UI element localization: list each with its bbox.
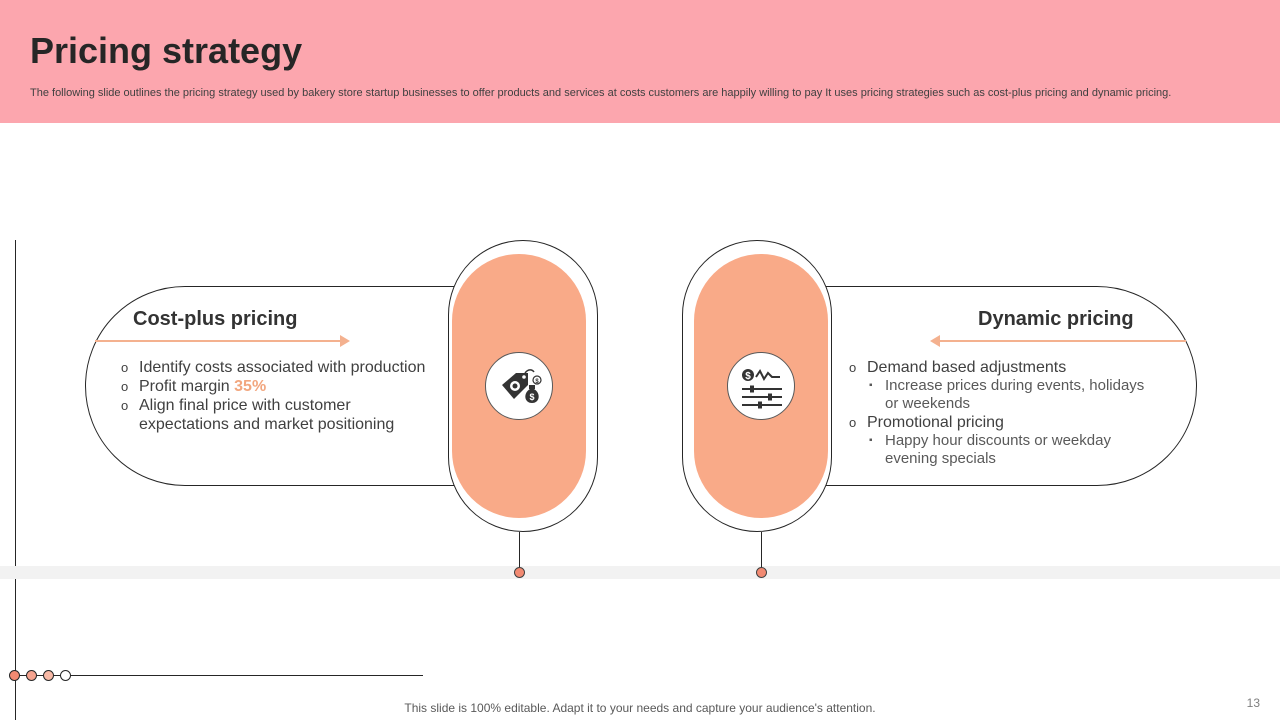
list-item xyxy=(121,358,441,377)
sub-list-item: ▪ Happy hour discounts or weekday evening specials xyxy=(867,432,1149,468)
decor-dot xyxy=(9,670,20,681)
sub-list xyxy=(867,432,1149,468)
price-tag-money-bag-icon xyxy=(496,363,544,411)
decor-line xyxy=(14,675,423,676)
header-bar xyxy=(0,0,1280,123)
list-item xyxy=(849,358,1149,413)
dynamic-stem xyxy=(761,532,762,570)
list-item xyxy=(849,413,1149,468)
cost-plus-orb xyxy=(514,567,525,578)
horizontal-band xyxy=(0,566,1280,579)
cost-plus-icon-circle xyxy=(485,352,553,420)
dynamic-list xyxy=(849,358,1149,468)
decor-dot xyxy=(60,670,71,681)
dollar-sliders-icon xyxy=(738,363,786,411)
page-number: 13 xyxy=(1246,696,1260,710)
decor-dot xyxy=(26,670,37,681)
sub-list xyxy=(867,377,1149,413)
list-item xyxy=(121,396,441,434)
list-item-text: Identify costs associated with production xyxy=(139,359,426,376)
dynamic-orb xyxy=(756,567,767,578)
dynamic-heading: Dynamic pricing xyxy=(978,308,1134,330)
svg-text:$: $ xyxy=(745,371,751,382)
vertical-line xyxy=(15,240,16,720)
cost-plus-heading: Cost-plus pricing xyxy=(133,308,298,330)
footer-note: This slide is 100% editable. Adapt it to your needs and capture your audience's attention. xyxy=(404,701,876,715)
cost-plus-arrow xyxy=(95,340,348,342)
decor-dot xyxy=(43,670,54,681)
profit-margin-value: 35% xyxy=(234,378,267,395)
svg-text:$: $ xyxy=(535,379,539,385)
dynamic-arrow xyxy=(932,340,1186,342)
list-item xyxy=(121,377,441,396)
sub-list-item: ▪ Increase prices during events, holidays or weekends xyxy=(867,377,1149,413)
dynamic-icon-circle xyxy=(727,352,795,420)
svg-text:$: $ xyxy=(529,392,535,402)
list-item-text: Profit margin xyxy=(139,378,235,395)
list-item-text: Align final price with customer expectations and market positioning xyxy=(139,397,395,433)
slide-title: Pricing strategy xyxy=(30,30,303,71)
list-item-text: Demand based adjustments xyxy=(867,359,1067,376)
slide-subtitle: The following slide outlines the pricing strategy used by bakery store startup businesses to offer products and services at costs customers are happily willing to pay It uses pricing strategies such as cost-plus pricing and dynamic pricing. xyxy=(30,87,1172,99)
list-item-text: Promotional pricing xyxy=(867,414,1004,431)
cost-plus-list xyxy=(121,358,441,434)
cost-plus-stem xyxy=(519,532,520,570)
